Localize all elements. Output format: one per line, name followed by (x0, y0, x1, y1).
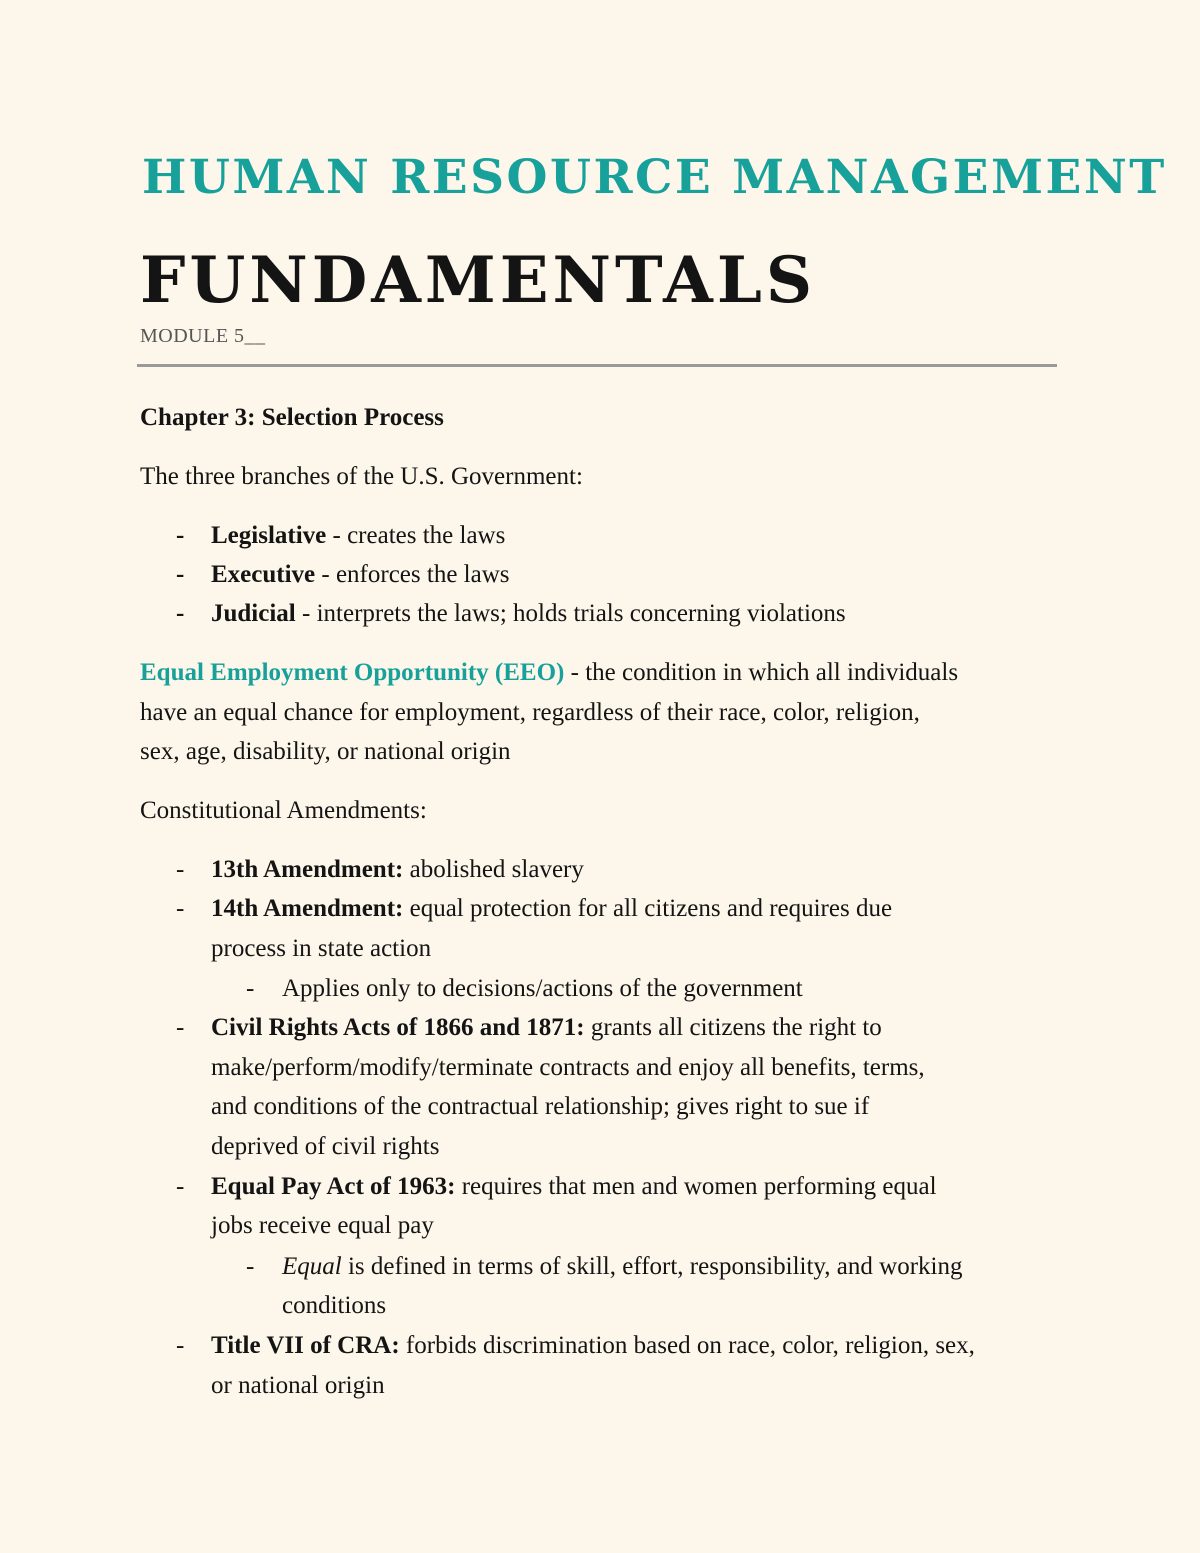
amendment-14-line2: process in state action (211, 935, 432, 962)
amendment-desc: equal protection for all citizens and requires due (403, 895, 893, 922)
amendment-desc: forbids discrimination based on race, color, religion, sex, (399, 1332, 975, 1359)
amendment-desc: abolished slavery (403, 856, 584, 883)
module-label: MODULE 5__ (140, 325, 266, 347)
eeo-paragraph-line3: sex, age, disability, or national origin (140, 738, 511, 765)
branch-item-executive (211, 555, 510, 595)
amendment-14 (211, 889, 892, 929)
horizontal-rule (137, 364, 1057, 367)
amendment-desc: requires that men and women performing equal (455, 1173, 937, 1200)
bullet-dash: - (176, 1332, 185, 1359)
equal-pay-sub (282, 1247, 962, 1287)
eeo-paragraph-line2: have an equal chance for employment, regardless of their race, color, religion, (140, 699, 920, 726)
amendment-term: Civil Rights Acts of 1866 and 1871: (211, 1014, 585, 1041)
eeo-paragraph-line1 (140, 653, 958, 693)
bullet-dash: - (176, 600, 185, 627)
branch-item-legislative (211, 516, 505, 556)
branch-desc: - enforces the laws (315, 561, 510, 588)
branch-term: Judicial (211, 600, 296, 627)
branch-desc: - interprets the laws; holds trials concerning violations (295, 600, 846, 627)
sub-bullet-dash: - (246, 975, 255, 1002)
branch-term: Executive (211, 561, 316, 588)
bullet-dash: - (176, 1014, 185, 1041)
equal-pay-sub-text: is defined in terms of skill, effort, responsibility, and working (341, 1253, 963, 1280)
equal-pay-act (211, 1167, 937, 1207)
branch-desc: - creates the laws (326, 522, 506, 549)
title-vii-line2: or national origin (211, 1372, 385, 1399)
civil-rights-acts (211, 1008, 882, 1048)
amendment-term: 14th Amendment: (211, 895, 404, 922)
bullet-dash: - (176, 522, 185, 549)
amendment-term: Title VII of CRA: (211, 1332, 400, 1359)
eeo-text: - the condition in which all individuals (564, 659, 959, 686)
document-title-line1: HUMAN RESOURCE MANAGEMENT (142, 150, 1167, 205)
title-vii (211, 1326, 975, 1366)
amendment-14-sub: Applies only to decisions/actions of the government (282, 975, 803, 1002)
branch-term: Legislative (211, 522, 327, 549)
branches-intro: The three branches of the U.S. Government: (140, 463, 583, 490)
bullet-dash: - (176, 561, 185, 588)
equal-pay-line2: jobs receive equal pay (211, 1212, 434, 1239)
civil-rights-line4: deprived of civil rights (211, 1133, 440, 1160)
document-title-line2: FUNDAMENTALS (140, 243, 817, 318)
sub-bullet-dash: - (246, 1253, 255, 1280)
equal-emphasis: Equal (282, 1253, 342, 1280)
branch-item-judicial (211, 594, 846, 634)
bullet-dash: - (176, 895, 185, 922)
bullet-dash: - (176, 856, 185, 883)
amendment-desc: grants all citizens the right to (584, 1014, 882, 1041)
chapter-heading: Chapter 3: Selection Process (140, 404, 444, 431)
amendments-intro: Constitutional Amendments: (140, 797, 427, 824)
bullet-dash: - (176, 1173, 185, 1200)
civil-rights-line2: make/perform/modify/terminate contracts and enjoy all benefits, terms, (211, 1054, 925, 1081)
eeo-term: Equal Employment Opportunity (EEO) (140, 659, 565, 686)
amendment-term: 13th Amendment: (211, 856, 404, 883)
amendment-13 (211, 850, 584, 890)
equal-pay-sub-line2: conditions (282, 1292, 387, 1319)
civil-rights-line3: and conditions of the contractual relationship; gives right to sue if (211, 1093, 870, 1120)
amendment-term: Equal Pay Act of 1963: (211, 1173, 456, 1200)
